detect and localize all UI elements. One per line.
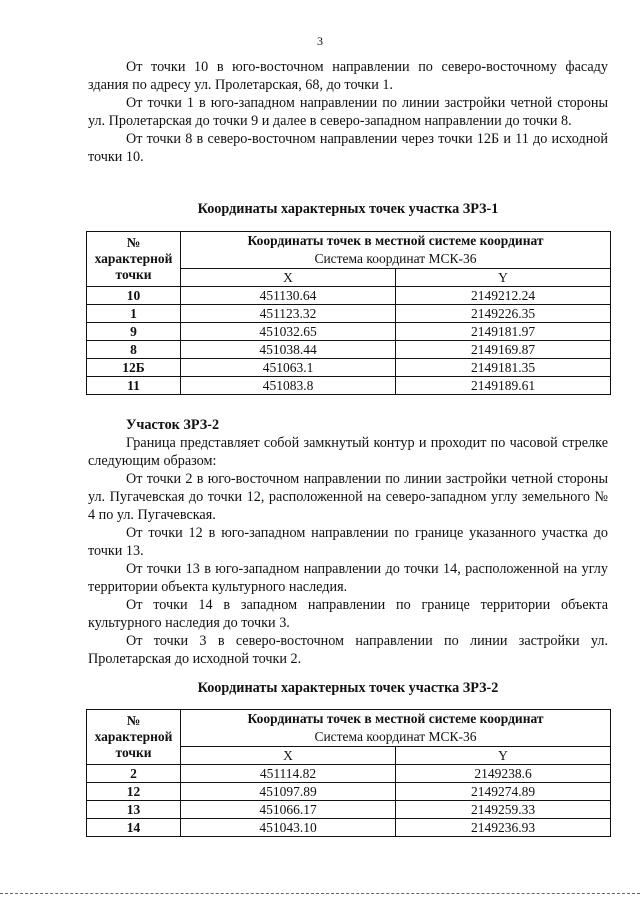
intro-paragraph: От точки 8 в северо-восточном направлении через точки 12Б и 11 до исходной точки 10. [88,131,608,165]
x-value: 451083.8 [181,377,396,395]
column-header-y: Y [396,747,611,765]
x-value: 451130.64 [181,287,396,305]
table2-title: Координаты характерных точек участка ЗРЗ-2 [197,680,499,696]
y-value: 2149181.35 [396,359,611,377]
point-number: 8 [87,341,181,359]
column-header-y: Y [396,269,611,287]
column-header-x: X [181,747,396,765]
section-paragraph: От точки 13 в юго-западном направлении до точки 14, расположенной на углу территории объекта культурного наследия. [88,561,608,595]
section-zrz2 [88,416,608,668]
column-header-coordinates-title: Координаты точек в местной системе координат [247,711,544,726]
table-row [87,305,611,323]
column-header-coordinate-system: Система координат МСК-36 [314,729,477,744]
x-value: 451123.32 [181,305,396,323]
point-number: 2 [87,765,181,783]
point-number: 12Б [87,359,181,377]
table-row [87,801,611,819]
x-value: 451038.44 [181,341,396,359]
x-value: 451032.65 [181,323,396,341]
column-header-point-number: № характерной точки [87,232,181,287]
y-value: 2149236.93 [396,819,611,837]
point-number: 1 [87,305,181,323]
intro-paragraph: От точки 1 в юго-западном направлении по линии застройки четной стороны ул. Пролетарская до точки 9 и далее в северо-западном направлении до точки 8. [88,95,608,129]
section-paragraph: Граница представляет собой замкнутый контур и проходит по часовой стрелке следующим образом: [88,435,608,469]
column-header-point-number: № характерной точки [87,710,181,765]
page-number: 3 [317,34,323,48]
point-number: 11 [87,377,181,395]
section-heading: Участок ЗРЗ-2 [126,417,220,433]
point-number: 10 [87,287,181,305]
column-header-coordinates-title: Координаты точек в местной системе координат [247,233,544,248]
coordinates-table-zrz1 [86,231,611,395]
y-value: 2149181.97 [396,323,611,341]
page-bottom-divider [0,893,640,894]
y-value: 2149189.61 [396,377,611,395]
column-header-coordinates [181,232,611,269]
y-value: 2149169.87 [396,341,611,359]
y-value: 2149226.35 [396,305,611,323]
column-header-coordinate-system: Система координат МСК-36 [314,251,477,266]
y-value: 2149274.89 [396,783,611,801]
table-row [87,287,611,305]
column-header-coordinates [181,710,611,747]
x-value: 451114.82 [181,765,396,783]
table-row [87,819,611,837]
x-value: 451066.17 [181,801,396,819]
x-value: 451097.89 [181,783,396,801]
section-paragraph: От точки 14 в западном направлении по границе территории объекта культурного наследия до точки 3. [88,597,608,631]
table1-title: Координаты характерных точек участка ЗРЗ-1 [197,201,499,217]
point-number: 12 [87,783,181,801]
coordinates-table-zrz2 [86,709,611,837]
column-header-x: X [181,269,396,287]
table-row [87,765,611,783]
point-number: 9 [87,323,181,341]
x-value: 451063.1 [181,359,396,377]
table-row [87,359,611,377]
point-number: 13 [87,801,181,819]
section-paragraph: От точки 3 в северо-восточном направлении по линии застройки ул. Пролетарская до исходной точки 2. [88,633,608,667]
point-number: 14 [87,819,181,837]
y-value: 2149212.24 [396,287,611,305]
section-paragraph: От точки 2 в юго-восточном направлении по линии застройки четной стороны ул. Пугачевская до точки 12, расположенной на северо-западном углу земельного № 4 по ул. Пугачевская. [88,471,608,523]
table-row [87,323,611,341]
y-value: 2149238.6 [396,765,611,783]
intro-text [88,58,608,166]
intro-paragraph: От точки 10 в юго-восточном направлении по северо-восточному фасаду здания по адресу ул. Пролетарская, 68, до точки 1. [88,59,608,93]
x-value: 451043.10 [181,819,396,837]
table-row [87,783,611,801]
y-value: 2149259.33 [396,801,611,819]
table-row [87,377,611,395]
table-row [87,341,611,359]
section-paragraph: От точки 12 в юго-западном направлении по границе указанного участка до точки 13. [88,525,608,559]
